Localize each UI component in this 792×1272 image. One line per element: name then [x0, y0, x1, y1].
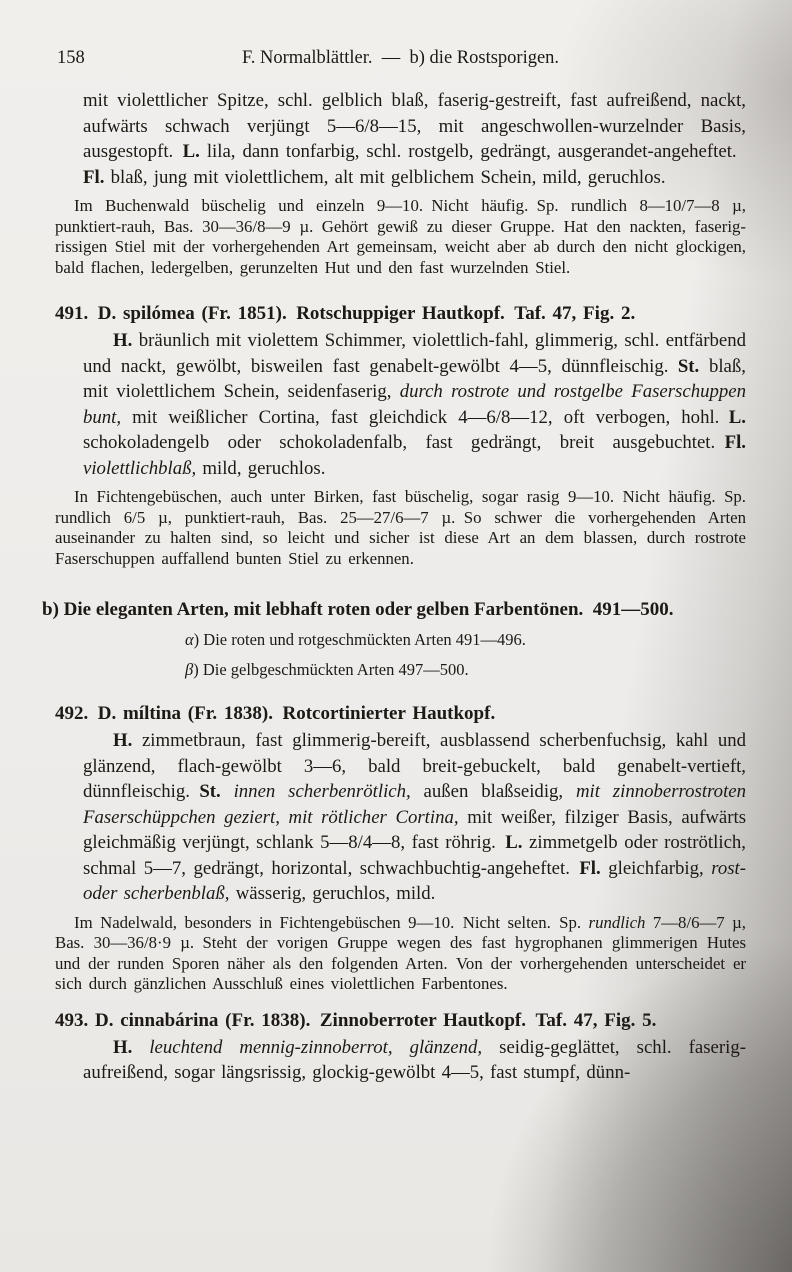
text-run: (Fr. 1838).	[181, 703, 283, 724]
text-run: (Fr. 1851).	[194, 303, 297, 324]
text-run: ) Die roten und rotgeschmückten Arten 491—496.	[193, 630, 526, 649]
group-heading-b	[42, 599, 746, 621]
text-run: Zinnoberroter Hautkopf.	[319, 1009, 526, 1031]
species-description-493	[83, 1035, 746, 1086]
text-run: gleichfarbig,	[600, 857, 712, 879]
text-run: L.	[182, 141, 200, 162]
text-run: mit zinnoberrostroten Faserschüppchen geziert, mit rötlicher Cortina,	[83, 781, 747, 828]
text-run: rost- oder scherbenblaß,	[83, 857, 746, 904]
text-run: violettlichblaß,	[83, 457, 197, 479]
text-run: (Fr. 1838).	[218, 1009, 320, 1031]
text-run: zimmetgelb oder roströtlich, schmal 5—7, gedrängt, horizontal, schwachbuchtig-angeheftet.	[83, 832, 747, 879]
text-run: Fl.	[83, 166, 105, 188]
text-run: schokoladengelb oder schokoladenfalb, fast gedrängt, breit ausgebuchtet.	[83, 432, 725, 453]
text-run: 493.	[55, 1009, 95, 1031]
text-run: D. cinnabárina	[95, 1009, 219, 1031]
text-run: außen blaßseidig,	[410, 781, 576, 802]
text-run: ) Die gelbgeschmückten Arten 497—500.	[193, 660, 469, 679]
running-title: F. Normalblättler. — b) die Rostsporigen.	[241, 48, 560, 68]
text-run: H.	[113, 1036, 133, 1058]
text-run: mit violettlicher Spitze, schl. gelblich blaß, faserig-gestreift, fast aufreißend, nackt, aufwärts schwach verjüngt 5—6/8—15, mit angeschwollen-wurzelnder Basis, ausgestopft.	[83, 90, 746, 162]
text-run: β	[185, 660, 194, 679]
text-run: 7—8/6—7 µ, Bas. 30—36/8·9 µ. Steht der vorigen Gruppe wegen des fast hygrophanen glimmerigen Hutes und der runden Sporen näher als den folgenden Arten. Von der vorhergehenden unterscheidet er sich durch gänzlichen Ausschluß eines violettlichen Farbentones.	[55, 912, 746, 993]
species-heading-493	[55, 1010, 746, 1032]
text-run: mild, geruchlos.	[196, 457, 326, 479]
text-run: St.	[199, 781, 221, 802]
habitat-note-492	[55, 913, 746, 995]
text-run: leuchtend mennig-zinnoberrot, glänzend,	[149, 1036, 483, 1058]
text-run: zimmetbraun, fast glimmerig-bereift, ausblassend scherbenfuchsig, kahl und glänzend, flach-gewölbt 3—6, bald breit-gebuckelt, bald genabelt-vertieft, dünnfleischig.	[83, 730, 746, 802]
paragraph-continuation	[83, 88, 746, 190]
species-heading-491	[55, 303, 746, 325]
text-run: α	[185, 630, 194, 649]
text-run: Taf. 47, Fig. 2.	[514, 303, 636, 324]
text-run: seidig-geglättet, schl. faserig-aufreißend, sogar längsrissig, glockig-gewölbt 4—5, fast stumpf, dünn-	[83, 1036, 746, 1083]
text-run	[132, 1037, 149, 1058]
text-run	[221, 781, 234, 802]
subgroup-beta	[185, 658, 746, 681]
text-run: 492.	[55, 703, 98, 724]
page-header	[55, 48, 746, 74]
habitat-note-continuation	[55, 196, 746, 278]
text-run: innen scherbenrötlich,	[233, 781, 411, 802]
text-run: Taf. 47, Fig. 5.	[535, 1009, 657, 1031]
text-run: blaß, mit violettlichem Schein, seidenfaserig,	[83, 355, 746, 402]
text-run: H.	[113, 730, 133, 751]
text-run: Fl.	[579, 857, 601, 879]
text-run: In Fichtengebüschen, auch unter Birken, fast büschelig, sogar rasig 9—10. Nicht häufig. Sp. rundlich 6/5 µ, punktiert-rauh, Bas. 25—27/6—7 µ. So schwer die vorhergehenden Arten auseinander zu halten sind, so leicht und sicher ist diese Art an dem blassen, durch rostrote Faserschuppen auffallend bunten Stiel zu erkennen.	[55, 487, 746, 568]
text-run	[505, 303, 515, 324]
species-description-492	[83, 728, 746, 907]
species-heading-492	[55, 703, 746, 725]
page-number: 158	[57, 48, 85, 68]
text-run: St.	[677, 355, 700, 377]
text-run: wässerig, geruchlos, mild.	[229, 883, 436, 904]
text-run: bräunlich mit violettem Schimmer, violettlich-fahl, glimmerig, schl. entfärbend und nackt, gewölbt, bisweilen fast genabelt-gewölbt 4—5, dünnfleischig.	[83, 330, 746, 377]
text-run: rundlich	[588, 912, 646, 932]
text-run: mit weißlicher Cortina, fast gleichdick 4—6/8—12, oft verbogen, hohl.	[121, 406, 729, 428]
text-run: mit weißer, filziger Basis, aufwärts gleichmäßig verjüngt, schlank 5—8/4—8, fast röhrig.	[83, 806, 747, 853]
text-run: D. spilómea	[97, 303, 195, 324]
species-description-491	[83, 328, 746, 481]
text-run: Im Buchenwald büschelig und einzeln 9—10. Nicht häufig. Sp. rundlich 8—10/7—8 µ, punktiert-rauh, Bas. 30—36/8—9 µ. Gehört gewiß zu dieser Gruppe. Hat den nackten, faserig-rissigen Stiel mit der vorhergehenden Art gemeinsam, weicht aber ab durch den nicht glockigen, bald flachen, ledergelben, gerunzelten Hut und den fast wurzelnden Stiel.	[55, 196, 746, 277]
text-run: durch rostrote und rostgelbe Faserschuppen bunt,	[83, 381, 746, 428]
habitat-note-491	[55, 487, 746, 569]
text-run: D. míltina	[97, 703, 182, 724]
text-run: Fl.	[724, 432, 746, 453]
text-run: L.	[728, 406, 746, 428]
subgroup-alpha	[185, 628, 746, 651]
text-run: Im Nadelwald, besonders in Fichtengebüschen 9—10. Nicht selten. Sp.	[74, 912, 589, 932]
text-run: lila, dann tonfarbig, schl. rostgelb, gedrängt, ausgerandet-angeheftet.	[199, 141, 746, 162]
text-run: b) Die eleganten Arten, mit lebhaft roten oder gelben Farbentönen. 491—500.	[42, 599, 674, 620]
text-run: Rotschuppiger Hautkopf.	[296, 303, 505, 324]
text-run: L.	[505, 832, 523, 853]
text-run: H.	[113, 330, 133, 351]
text-run: Rotcortinierter Hautkopf.	[282, 703, 496, 724]
text-run: 491.	[55, 303, 98, 324]
text-run: blaß, jung mit violettlichem, alt mit gelblichem Schein, mild, geruchlos.	[104, 166, 666, 188]
